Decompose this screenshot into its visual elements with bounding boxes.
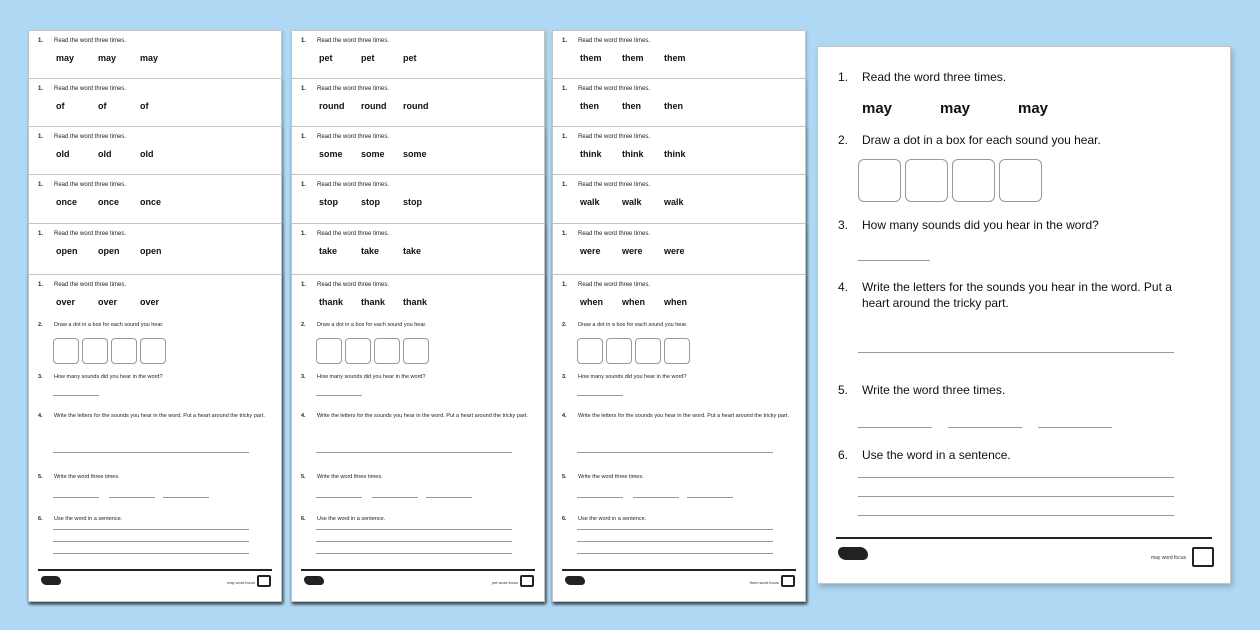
word-repeat-row (862, 100, 1096, 117)
word-repeat-row (319, 297, 445, 307)
answer-line[interactable] (316, 541, 512, 542)
question-3: 3. How many sounds did you hear in the word? (301, 374, 426, 380)
question-5: 5. Write the word three times. (301, 474, 383, 480)
question-text: Read the word three times. (578, 134, 651, 140)
word: when (580, 297, 604, 307)
word-repeat-row (56, 149, 182, 159)
word-repeat-row (580, 53, 706, 63)
answer-line[interactable] (53, 395, 99, 396)
word: old (56, 149, 70, 159)
publisher-logo (565, 576, 585, 585)
question-1 (562, 231, 650, 237)
footer-divider (301, 569, 535, 571)
word: stop (319, 197, 338, 207)
word-repeat-row (56, 53, 182, 63)
answer-line[interactable] (577, 395, 623, 396)
answer-line[interactable] (53, 452, 249, 453)
word: them (580, 53, 602, 63)
word: then (580, 101, 599, 111)
question-1 (562, 86, 650, 92)
publisher-logo (304, 576, 324, 585)
sound-box[interactable] (53, 338, 79, 364)
sound-box[interactable] (403, 338, 429, 364)
sound-box[interactable] (999, 159, 1042, 202)
word-repeat-row (580, 246, 706, 256)
question-3: 3. How many sounds did you hear in the word? (38, 374, 163, 380)
publisher-logo (838, 547, 868, 560)
word: think (580, 149, 602, 159)
question-text: Read the word three times. (317, 182, 390, 188)
word-repeat-row (580, 297, 706, 307)
word: think (664, 149, 686, 159)
answer-line[interactable] (858, 515, 1174, 516)
question-number: 1. (38, 38, 44, 44)
answer-line[interactable] (858, 427, 932, 428)
word: round (361, 101, 387, 111)
word: open (56, 246, 78, 256)
worksheet-stack (28, 30, 282, 602)
word: round (403, 101, 429, 111)
footer-text: them word focus (749, 580, 779, 585)
answer-line[interactable] (948, 427, 1022, 428)
sound-box[interactable] (905, 159, 948, 202)
word-repeat-row (580, 149, 706, 159)
word: some (361, 149, 385, 159)
sound-boxes (858, 159, 1046, 207)
footer-badge-icon (1192, 547, 1214, 567)
answer-line[interactable] (577, 452, 773, 453)
question-text: Read the word three times. (317, 231, 390, 237)
answer-line[interactable] (109, 497, 155, 498)
question-number: 1. (38, 134, 44, 140)
question-text: Read the word three times. (317, 86, 390, 92)
answer-line[interactable] (53, 541, 249, 542)
word: over (56, 297, 76, 307)
question-number: 1. (562, 86, 568, 92)
worksheet-page-front (28, 274, 282, 602)
sound-box[interactable] (606, 338, 632, 364)
answer-line[interactable] (858, 260, 930, 261)
word-repeat-row (319, 149, 445, 159)
question-5: 5. Write the word three times. (38, 474, 120, 480)
answer-line[interactable] (316, 452, 512, 453)
answer-line[interactable] (687, 497, 733, 498)
question-1 (562, 134, 650, 140)
question-number: 1. (301, 182, 307, 188)
answer-line[interactable] (858, 496, 1174, 497)
question-6: 6. Use the word in a sentence. (562, 516, 647, 522)
word: take (361, 246, 380, 256)
sound-box[interactable] (664, 338, 690, 364)
question-text: Read the word three times. (54, 38, 127, 44)
question-4: 4. Write the letters for the sounds you hear in the word. Put a heart around the tricky part. (301, 413, 528, 419)
word: take (319, 246, 338, 256)
question-text: Read the word three times. (578, 182, 651, 188)
question-3: 3. How many sounds did you hear in the word? (562, 374, 687, 380)
word: round (319, 101, 345, 111)
word: when (622, 297, 646, 307)
question-1 (38, 182, 126, 188)
footer-text: pet word focus (491, 580, 518, 585)
question-1 (301, 182, 389, 188)
answer-line[interactable] (53, 497, 99, 498)
answer-line[interactable] (53, 529, 249, 530)
word: were (622, 246, 643, 256)
word: pet (319, 53, 333, 63)
footer-divider (38, 569, 272, 571)
question-4: 4. Write the letters for the sounds you hear in the word. Put a heart around the tricky part. (838, 280, 1172, 310)
question-text: Read the word three times. (54, 182, 127, 188)
word: old (98, 149, 112, 159)
word: may (140, 53, 159, 63)
word: when (664, 297, 688, 307)
word: of (98, 101, 107, 111)
answer-line[interactable] (577, 541, 773, 542)
answer-line[interactable] (858, 352, 1174, 353)
question-6: 6. Use the word in a sentence. (38, 516, 123, 522)
worksheet-page-front (291, 274, 545, 602)
word: open (140, 246, 162, 256)
word: thank (403, 297, 428, 307)
question-1 (301, 134, 389, 140)
word: some (319, 149, 343, 159)
word: may (56, 53, 75, 63)
word: of (140, 101, 149, 111)
sound-box[interactable] (82, 338, 108, 364)
word-repeat-row (580, 197, 706, 207)
question-text: Read the word three times. (54, 231, 127, 237)
sound-box[interactable] (345, 338, 371, 364)
answer-line[interactable] (316, 395, 362, 396)
word: of (56, 101, 65, 111)
question-5: 5. Write the word three times. (838, 383, 1006, 397)
word: once (140, 197, 162, 207)
word: walk (580, 197, 600, 207)
word-repeat-row (319, 53, 445, 63)
word-repeat-row (319, 101, 445, 111)
word: over (98, 297, 118, 307)
question-1 (38, 231, 126, 237)
word-repeat-row (56, 246, 182, 256)
word-repeat-row (56, 101, 182, 111)
question-number: 1. (301, 134, 307, 140)
word: stop (361, 197, 380, 207)
question-number: 1. (301, 231, 307, 237)
sound-boxes (316, 338, 432, 369)
word: take (403, 246, 422, 256)
word: may (98, 53, 117, 63)
question-4: 4. Write the letters for the sounds you hear in the word. Put a heart around the tricky part. (562, 413, 789, 419)
word: were (580, 246, 601, 256)
word: pet (403, 53, 417, 63)
question-number: 1. (301, 38, 307, 44)
word-repeat-row (56, 297, 182, 307)
sound-box[interactable] (140, 338, 166, 364)
question-number: 1. (562, 134, 568, 140)
question-6: 6. Use the word in a sentence. (838, 448, 1011, 462)
word: walk (622, 197, 642, 207)
worksheet-stack (291, 30, 545, 602)
sound-boxes (53, 338, 169, 369)
question-1 (301, 231, 389, 237)
question-text: Read the word three times. (54, 134, 127, 140)
word: thank (319, 297, 344, 307)
question-1 (38, 134, 126, 140)
question-1 (38, 86, 126, 92)
word: may (862, 100, 893, 117)
answer-line[interactable] (426, 497, 472, 498)
word: once (56, 197, 78, 207)
footer-badge-icon (257, 575, 271, 587)
word: over (140, 297, 160, 307)
word-repeat-row (319, 197, 445, 207)
sound-box[interactable] (111, 338, 137, 364)
question-1: 1. Read the word three times. (38, 282, 127, 288)
word-repeat-row (580, 101, 706, 111)
question-text: Read the word three times. (578, 38, 651, 44)
footer-badge-icon (781, 575, 795, 587)
worksheet-page-front (552, 274, 806, 602)
footer-text: may word focus (226, 580, 255, 585)
answer-line[interactable] (372, 497, 418, 498)
word: some (403, 149, 427, 159)
footer-divider (562, 569, 796, 571)
question-text: Read the word three times. (578, 86, 651, 92)
sound-box[interactable] (316, 338, 342, 364)
question-2: 2. Draw a dot in a box for each sound you hear. (38, 322, 164, 328)
sound-box[interactable] (952, 159, 995, 202)
question-text: Read the word three times. (317, 38, 390, 44)
question-1 (38, 38, 126, 44)
answer-line[interactable] (577, 553, 773, 554)
sound-box[interactable] (858, 159, 901, 202)
question-2: 2. Draw a dot in a box for each sound you hear. (838, 133, 1101, 147)
question-1: 1. Read the word three times. (562, 282, 651, 288)
question-1: 1. Read the word three times. (301, 282, 390, 288)
answer-line[interactable] (316, 497, 362, 498)
sound-box[interactable] (577, 338, 603, 364)
question-1 (301, 86, 389, 92)
word: once (98, 197, 120, 207)
question-number: 1. (562, 182, 568, 188)
publisher-logo (41, 576, 61, 585)
question-4: 4. Write the letters for the sounds you hear in the word. Put a heart around the tricky part. (38, 413, 265, 419)
word: may (940, 100, 971, 117)
word: them (622, 53, 644, 63)
question-number: 1. (38, 231, 44, 237)
word: then (664, 101, 683, 111)
question-text: Read the word three times. (578, 231, 651, 237)
question-1: 1. Read the word three times. (838, 70, 1007, 84)
word-repeat-row (56, 197, 182, 207)
question-text: Read the word three times. (317, 134, 390, 140)
word: may (1018, 100, 1049, 117)
word: thank (361, 297, 386, 307)
question-number: 1. (562, 231, 568, 237)
answer-line[interactable] (633, 497, 679, 498)
question-1 (562, 38, 650, 44)
word: pet (361, 53, 375, 63)
word-repeat-row (319, 246, 445, 256)
word: open (98, 246, 120, 256)
question-5: 5. Write the word three times. (562, 474, 644, 480)
question-2: 2. Draw a dot in a box for each sound you hear. (301, 322, 427, 328)
question-number: 1. (562, 38, 568, 44)
answer-line[interactable] (1038, 427, 1112, 428)
question-6: 6. Use the word in a sentence. (301, 516, 386, 522)
worksheet-stack (552, 30, 806, 602)
answer-line[interactable] (577, 497, 623, 498)
question-1 (301, 38, 389, 44)
sound-box[interactable] (374, 338, 400, 364)
sound-box[interactable] (635, 338, 661, 364)
word: were (664, 246, 685, 256)
large-worksheet (817, 46, 1231, 584)
sound-boxes (577, 338, 693, 369)
word: them (664, 53, 686, 63)
footer-badge-icon (520, 575, 534, 587)
question-3: 3. How many sounds did you hear in the word? (838, 218, 1099, 232)
answer-line[interactable] (316, 529, 512, 530)
question-2: 2. Draw a dot in a box for each sound you hear. (562, 322, 688, 328)
answer-line[interactable] (858, 477, 1174, 478)
question-number: 1. (38, 86, 44, 92)
word: then (622, 101, 641, 111)
question-number: 1. (301, 86, 307, 92)
word: old (140, 149, 154, 159)
answer-line[interactable] (316, 553, 512, 554)
footer-divider (836, 537, 1212, 539)
word: walk (664, 197, 684, 207)
answer-line[interactable] (577, 529, 773, 530)
footer-text: may word focus (1150, 555, 1186, 561)
answer-line[interactable] (53, 553, 249, 554)
word: think (622, 149, 644, 159)
question-number: 1. (38, 182, 44, 188)
question-text: Read the word three times. (54, 86, 127, 92)
word: stop (403, 197, 422, 207)
answer-line[interactable] (163, 497, 209, 498)
question-1 (562, 182, 650, 188)
